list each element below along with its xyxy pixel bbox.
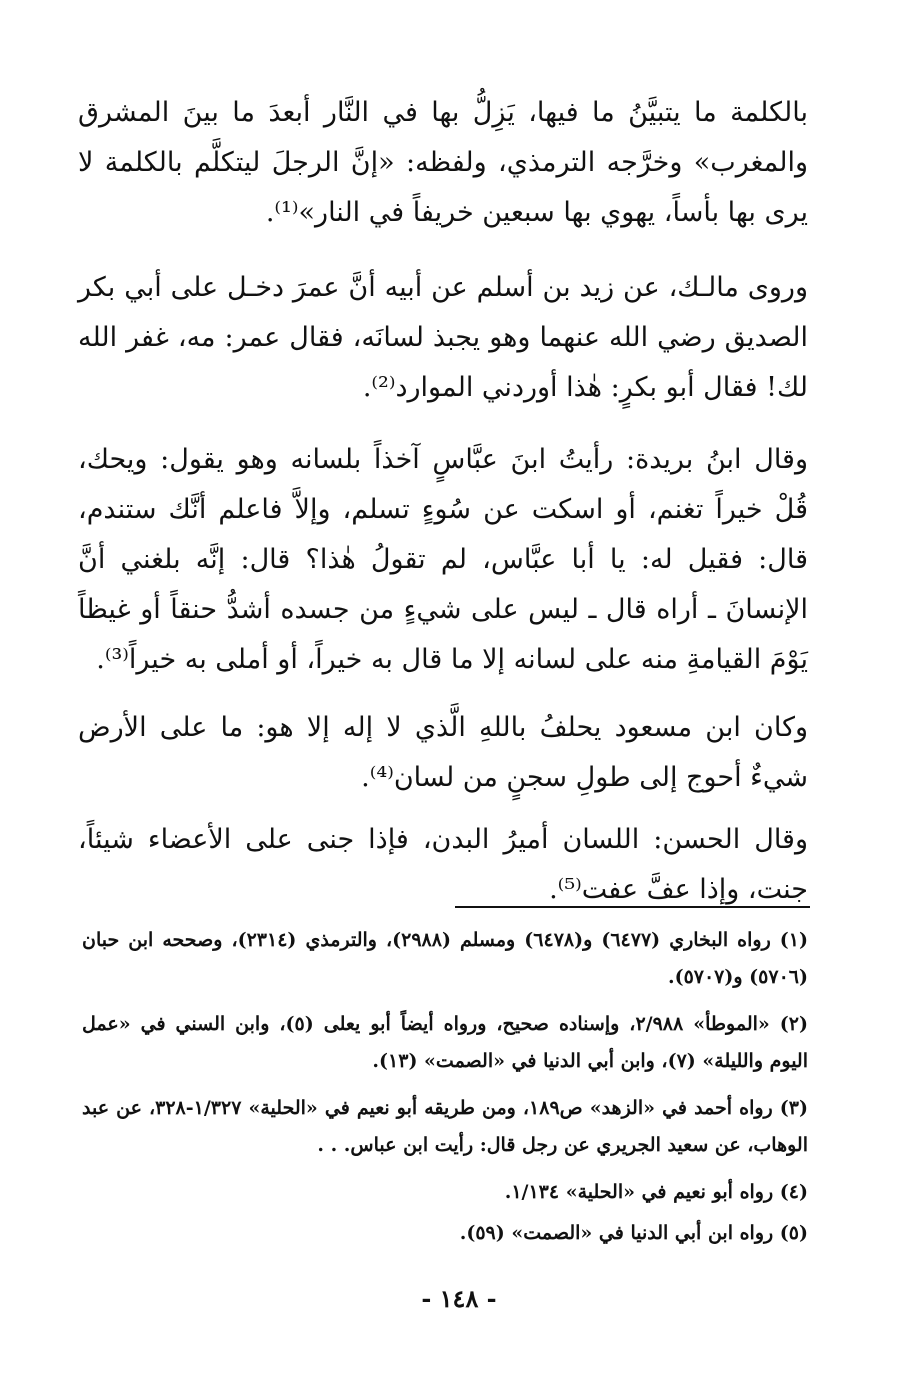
paragraph-1: بالكلمة ما يتبيَّنُ ما فيها، يَزِلُّ بها في النَّار أبعدَ ما بينَ المشرق والمغرب» وخرَّجه الترمذي، ولفظه: «إنَّ الرجلَ ليتكلَّم بالكلمة لا يرى بها بأساً، يهوي بها سبعين خريفاً في النار»⁽¹⁾. [78,97,808,228]
footnote-2: (٢) «الموطأ» ٢/٩٨٨، وإسناده صحيح، ورواه أيضاً أبو يعلى (٥)، وابن السني في «عمل اليوم والليلة» (٧)، وابن أبي الدنيا في «الصمت» (١٣). [82,1013,809,1072]
paragraph-4: وكان ابن مسعود يحلفُ باللهِ الَّذي لا إله إلا هو: ما على الأرض شيءٌ أحوج إلى طولِ سجنٍ من لسان⁽⁴⁾. [78,712,808,793]
paragraph-5: وقال الحسن: اللسان أميرُ البدن، فإذا جنى على الأعضاء شيئاً، جنت، وإذا عفَّ عفت⁽⁵⁾. [78,824,808,905]
main-text [78,88,808,915]
footnote-3: (٣) رواه أحمد في «الزهد» ص١٨٩، ومن طريقه أبو نعيم في «الحلية» ١/٣٢٧-٣٢٨، عن عبد الوهاب، عن سعيد الجريري عن رجل قال: رأيت ابن عباس. . . [82,1097,808,1156]
paragraph-2: وروى مالـك، عن زيد بن أسلم عن أبيه أنَّ عمرَ دخـل على أبي بكر الصديق رضي الله عنهما وهو يجبذ لسانَه، فقال عمر: مه، غفر الله لك! فقال أبو بكرٍ: هٰذا أوردني الموارد⁽²⁾. [78,272,808,403]
footnotes [82,922,808,1256]
footnote-4: (٤) رواه أبو نعيم في «الحلية» ١/١٣٤. [504,1181,808,1203]
footnote-1: (١) رواه البخاري (٦٤٧٧) و(٦٤٧٨) ومسلم (٢٩٨٨)، والترمذي (٢٣١٤)، وصححه ابن حبان (٥٧٠٦) و(٥٧٠٧). [82,929,809,988]
footnote-divider [455,906,810,908]
page-number: - ١٤٨ - [421,1284,497,1313]
paragraph-3: وقال ابنُ بريدة: رأيتُ ابنَ عبَّاسٍ آخذاً بلسانه وهو يقول: ويحك، قُلْ خيراً تغنم، أو اسكت عن سُوءٍ تسلم، وإلاَّ فاعلم أنَّك ستندم، قال: فقيل له: يا أبا عبَّاس، لم تقولُ هٰذا؟ قال: إنَّه بلغني أنَّ الإنسانَ ـ أراه قال ـ ليس على شيءٍ من جسده أشدُّ حنقاً أو غيظاً يَوْمَ القيامةِ منه على لسانه إلا ما قال به خيراً، أو أملى به خيراً⁽³⁾. [78,444,808,675]
footnote-5: (٥) رواه ابن أبي الدنيا في «الصمت» (٥٩). [459,1222,808,1244]
